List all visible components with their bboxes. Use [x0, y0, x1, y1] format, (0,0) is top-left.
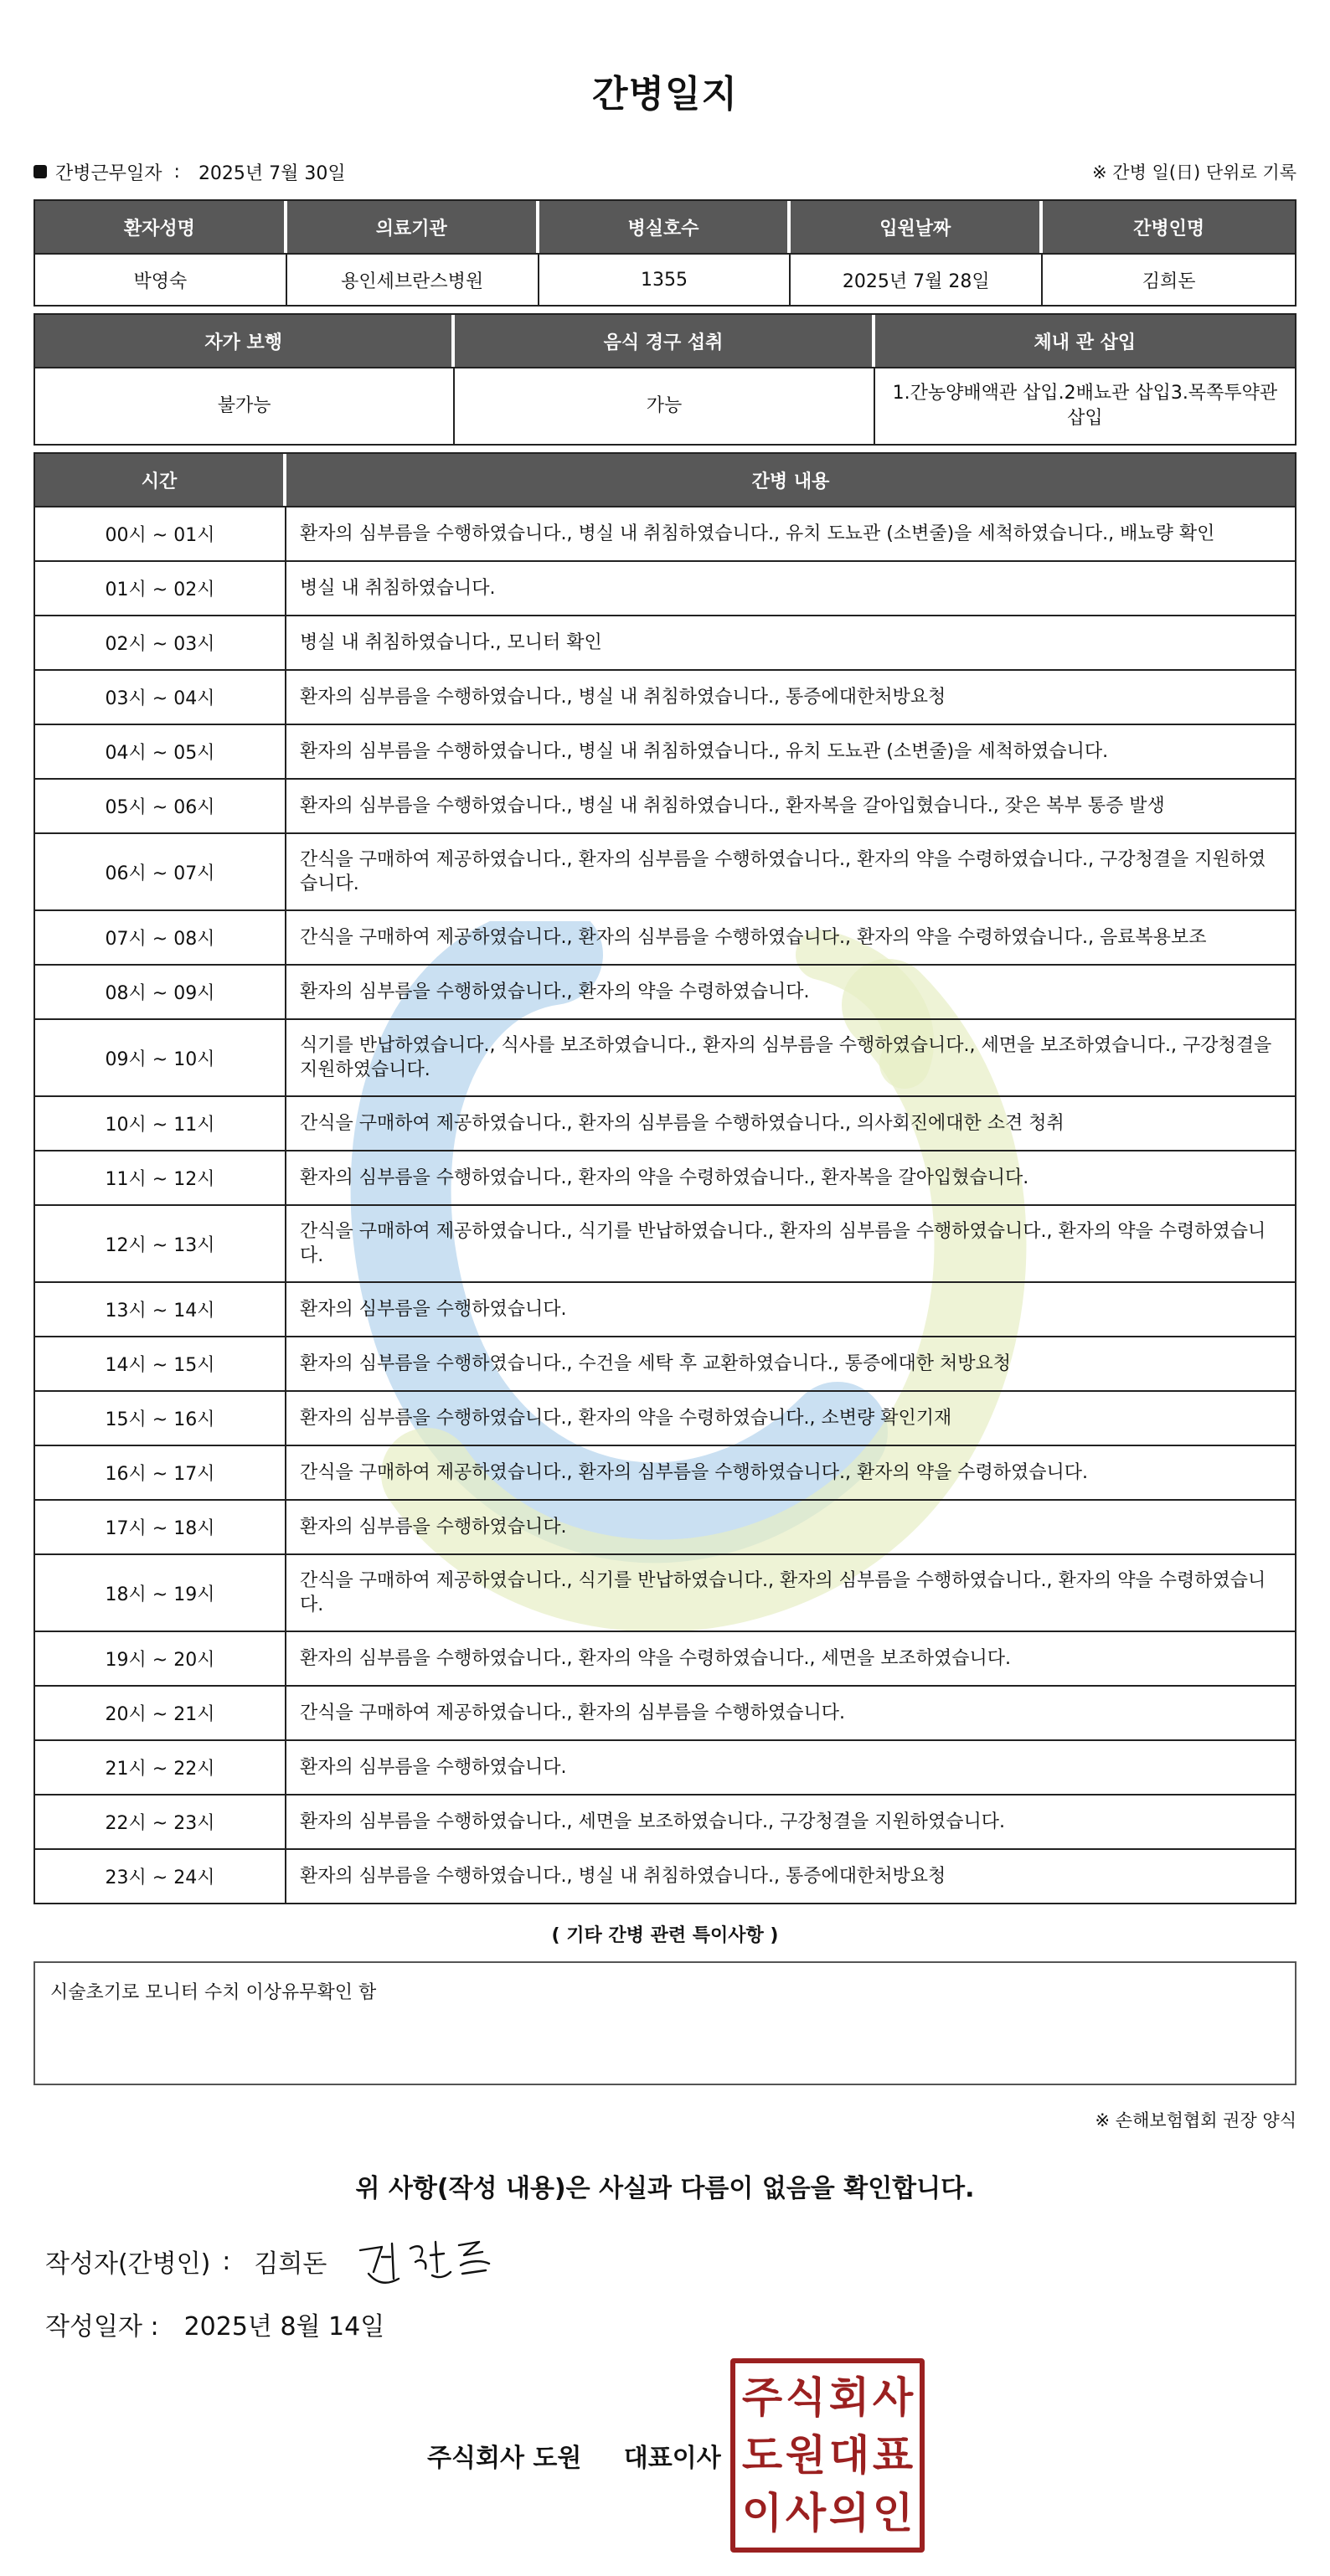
log-time: 04시 ~ 05시: [35, 724, 286, 778]
table-row: [35, 1685, 1295, 1739]
writer-row: [34, 2236, 1296, 2286]
log-content: 환자의 심부름을 수행하였습니다., 병실 내 취침하였습니다., 유치 도뇨관 (소변줄)을 세척하였습니다., 배뇨량 확인: [286, 506, 1295, 560]
log-time: 05시 ~ 06시: [35, 778, 286, 832]
log-content: 간식을 구매하여 제공하였습니다., 식기를 반납하였습니다., 환자의 심부름을 수행하였습니다., 환자의 약을 수령하였습니다.: [286, 1204, 1295, 1281]
status-header-tube: 체내 관 삽입: [875, 315, 1295, 367]
patient-header-name: 환자성명: [35, 201, 287, 253]
log-time: 01시 ~ 02시: [35, 560, 286, 615]
log-header-time: 시간: [35, 454, 286, 506]
table-row: [35, 1553, 1295, 1631]
table-row: [35, 669, 1295, 724]
log-time: 11시 ~ 12시: [35, 1150, 286, 1204]
log-content: 환자의 심부름을 수행하였습니다., 환자의 약을 수령하였습니다., 소변량 확인기재: [286, 1390, 1295, 1445]
work-date-label: 간병근무일자: [55, 162, 162, 184]
caregiver-name: 김희돈: [1043, 253, 1295, 305]
log-header-content: 간병 내용: [286, 454, 1295, 506]
log-time: 13시 ~ 14시: [35, 1281, 286, 1336]
log-time: 15시 ~ 16시: [35, 1390, 286, 1445]
company-row: [34, 2358, 1296, 2551]
table-row: [35, 724, 1295, 778]
table-row: [35, 1204, 1295, 1281]
seal-char: 이: [741, 2489, 783, 2538]
log-content: 병실 내 취침하였습니다.: [286, 560, 1295, 615]
table-row: [35, 560, 1295, 615]
table-row: [35, 1018, 1295, 1095]
log-content: 간식을 구매하여 제공하였습니다., 환자의 심부름을 수행하였습니다., 의사회진에대한 소견 청취: [286, 1095, 1295, 1150]
log-time: 12시 ~ 13시: [35, 1204, 286, 1281]
table-row: [35, 1336, 1295, 1390]
patient-room: 1355: [539, 253, 791, 305]
log-content: 환자의 심부름을 수행하였습니다.: [286, 1281, 1295, 1336]
table-row: [35, 1281, 1295, 1336]
patient-header-hospital: 의료기관: [287, 201, 539, 253]
seal-char: 인: [872, 2489, 914, 2538]
log-content: 병실 내 취침하였습니다., 모니터 확인: [286, 615, 1295, 669]
log-time: 06시 ~ 07시: [35, 832, 286, 909]
seal-char: 사: [872, 2372, 914, 2422]
patient-header-caregiver: 간병인명: [1043, 201, 1295, 253]
log-time: 21시 ~ 22시: [35, 1739, 286, 1794]
work-date-colon: :: [173, 161, 180, 183]
table-row: [35, 1848, 1295, 1903]
seal-char: 주: [741, 2372, 783, 2422]
work-date: [34, 159, 346, 185]
status-walking: 불가능: [35, 367, 455, 444]
log-content: 환자의 심부름을 수행하였습니다., 병실 내 취침하였습니다., 통증에대한처방요청: [286, 669, 1295, 724]
table-row: [35, 1739, 1295, 1794]
date-value: 2025년 8월 14일: [183, 2312, 385, 2342]
table-row: [35, 1445, 1295, 1499]
status-header-oral-intake: 음식 경구 섭취: [455, 315, 874, 367]
table-row: [35, 1095, 1295, 1150]
table-row: [35, 909, 1295, 964]
seal-char: 사: [785, 2489, 827, 2538]
log-content: 간식을 구매하여 제공하였습니다., 식기를 반납하였습니다., 환자의 심부름을 수행하였습니다., 환자의 약을 수령하였습니다.: [286, 1553, 1295, 1631]
association-note: ※ 손해보험협회 권장 양식: [1095, 2110, 1296, 2130]
date-row: [34, 2303, 1296, 2345]
company-seal-stamp: [730, 2358, 925, 2553]
log-time: 18시 ~ 19시: [35, 1553, 286, 1631]
log-time: 19시 ~ 20시: [35, 1631, 286, 1685]
date-label: 작성일자 :: [45, 2312, 159, 2342]
seal-char: 도: [741, 2430, 783, 2480]
log-content: 간식을 구매하여 제공하였습니다., 환자의 심부름을 수행하였습니다., 환자의 약을 수령하였습니다.: [286, 1445, 1295, 1499]
company-name: 주식회사 도원: [427, 2444, 582, 2473]
log-time: 22시 ~ 23시: [35, 1794, 286, 1848]
writer-colon: :: [222, 2246, 231, 2276]
special-notes-content: 시술초기로 모니터 수치 이상유무확인 함: [50, 1982, 377, 2003]
seal-char: 원: [785, 2430, 827, 2480]
log-content: 간식을 구매하여 제공하였습니다., 환자의 심부름을 수행하였습니다., 환자의 약을 수령하였습니다., 구강청결을 지원하였습니다.: [286, 832, 1295, 909]
writer-name: 김희돈: [254, 2249, 327, 2279]
table-row: [35, 1390, 1295, 1445]
seal-char: 식: [785, 2372, 827, 2422]
log-time: 08시 ~ 09시: [35, 964, 286, 1018]
seal-char: 대: [828, 2430, 870, 2480]
log-time: 00시 ~ 01시: [35, 506, 286, 560]
log-content: 환자의 심부름을 수행하였습니다., 환자의 약을 수령하였습니다., 환자복을 갈아입혔습니다.: [286, 1150, 1295, 1204]
log-content: 간식을 구매하여 제공하였습니다., 환자의 심부름을 수행하였습니다.: [286, 1685, 1295, 1739]
log-content: 환자의 심부름을 수행하였습니다., 병실 내 취침하였습니다., 통증에대한처방요청: [286, 1848, 1295, 1903]
patient-header-room: 병실호수: [539, 201, 791, 253]
patient-table: [34, 199, 1296, 307]
log-time: 20시 ~ 21시: [35, 1685, 286, 1739]
log-content: 환자의 심부름을 수행하였습니다.: [286, 1499, 1295, 1553]
log-content: 식기를 반납하였습니다., 식사를 보조하였습니다., 환자의 심부름을 수행하였습니다., 세면을 보조하였습니다., 구강청결을 지원하였습니다.: [286, 1018, 1295, 1095]
log-time: 16시 ~ 17시: [35, 1445, 286, 1499]
table-row: [35, 615, 1295, 669]
handwritten-signature: [352, 2232, 503, 2290]
log-content: 환자의 심부름을 수행하였습니다., 환자의 약을 수령하였습니다.: [286, 964, 1295, 1018]
company-signature: [427, 2437, 721, 2474]
log-content: 환자의 심부름을 수행하였습니다., 병실 내 취침하였습니다., 환자복을 갈아입혔습니다., 잦은 복부 통증 발생: [286, 778, 1295, 832]
table-row: [35, 1499, 1295, 1553]
log-time: 17시 ~ 18시: [35, 1499, 286, 1553]
status-table: [34, 313, 1296, 446]
table-row: [35, 1631, 1295, 1685]
info-row: [34, 154, 1296, 189]
ceo-title: 대표이사: [623, 2444, 721, 2473]
status-header-walking: 자가 보행: [35, 315, 455, 367]
patient-name: 박영숙: [35, 253, 287, 305]
table-row: [35, 1794, 1295, 1848]
log-time: 07시 ~ 08시: [35, 909, 286, 964]
log-time: 14시 ~ 15시: [35, 1336, 286, 1390]
special-notes-title: ( 기타 간병 관련 특이사항 ): [551, 1925, 779, 1946]
seal-char: 의: [828, 2489, 870, 2538]
work-date-value: 2025년 7월 30일: [198, 162, 346, 184]
confirmation-statement: 위 사항(작성 내용)은 사실과 다름이 없음을 확인합니다.: [355, 2174, 975, 2203]
log-time: 03시 ~ 04시: [35, 669, 286, 724]
writer-label: 작성자(간병인): [45, 2249, 211, 2279]
table-row: [35, 778, 1295, 832]
log-time: 10시 ~ 11시: [35, 1095, 286, 1150]
seal-char: 표: [872, 2430, 914, 2480]
log-time: 02시 ~ 03시: [35, 615, 286, 669]
log-content: 환자의 심부름을 수행하였습니다.: [286, 1739, 1295, 1794]
log-content: 간식을 구매하여 제공하였습니다., 환자의 심부름을 수행하였습니다., 환자의 약을 수령하였습니다., 음료복용보조: [286, 909, 1295, 964]
log-content: 환자의 심부름을 수행하였습니다., 병실 내 취침하였습니다., 유치 도뇨관 (소변줄)을 세척하였습니다.: [286, 724, 1295, 778]
log-content: 환자의 심부름을 수행하였습니다., 수건을 세탁 후 교환하였습니다., 통증에대한 처방요청: [286, 1336, 1295, 1390]
seal-char: 회: [828, 2372, 870, 2422]
patient-hospital: 용인세브란스병원: [287, 253, 539, 305]
log-content: 환자의 심부름을 수행하였습니다., 세면을 보조하였습니다., 구강청결을 지원하였습니다.: [286, 1794, 1295, 1848]
bullet-square-icon: [34, 165, 47, 178]
patient-header-admission: 입원날짜: [791, 201, 1043, 253]
special-notes-box: [34, 1961, 1296, 2085]
status-oral-intake: 가능: [455, 367, 874, 444]
log-time: 09시 ~ 10시: [35, 1018, 286, 1095]
log-content: 환자의 심부름을 수행하였습니다., 환자의 약을 수령하였습니다., 세면을 보조하였습니다.: [286, 1631, 1295, 1685]
table-row: [35, 506, 1295, 560]
patient-admission-date: 2025년 7월 28일: [791, 253, 1043, 305]
table-row: [35, 832, 1295, 909]
log-time: 23시 ~ 24시: [35, 1848, 286, 1903]
unit-note: ※ 간병 일(日) 단위로 기록: [1092, 162, 1296, 183]
care-log-table: [34, 452, 1296, 1904]
page-title: 간병일지: [591, 73, 738, 116]
table-row: [35, 964, 1295, 1018]
status-tube: 1.간농양배액관 삽입.2배뇨관 삽입3.목쪽투약관 삽입: [875, 367, 1295, 444]
table-row: [35, 1150, 1295, 1204]
